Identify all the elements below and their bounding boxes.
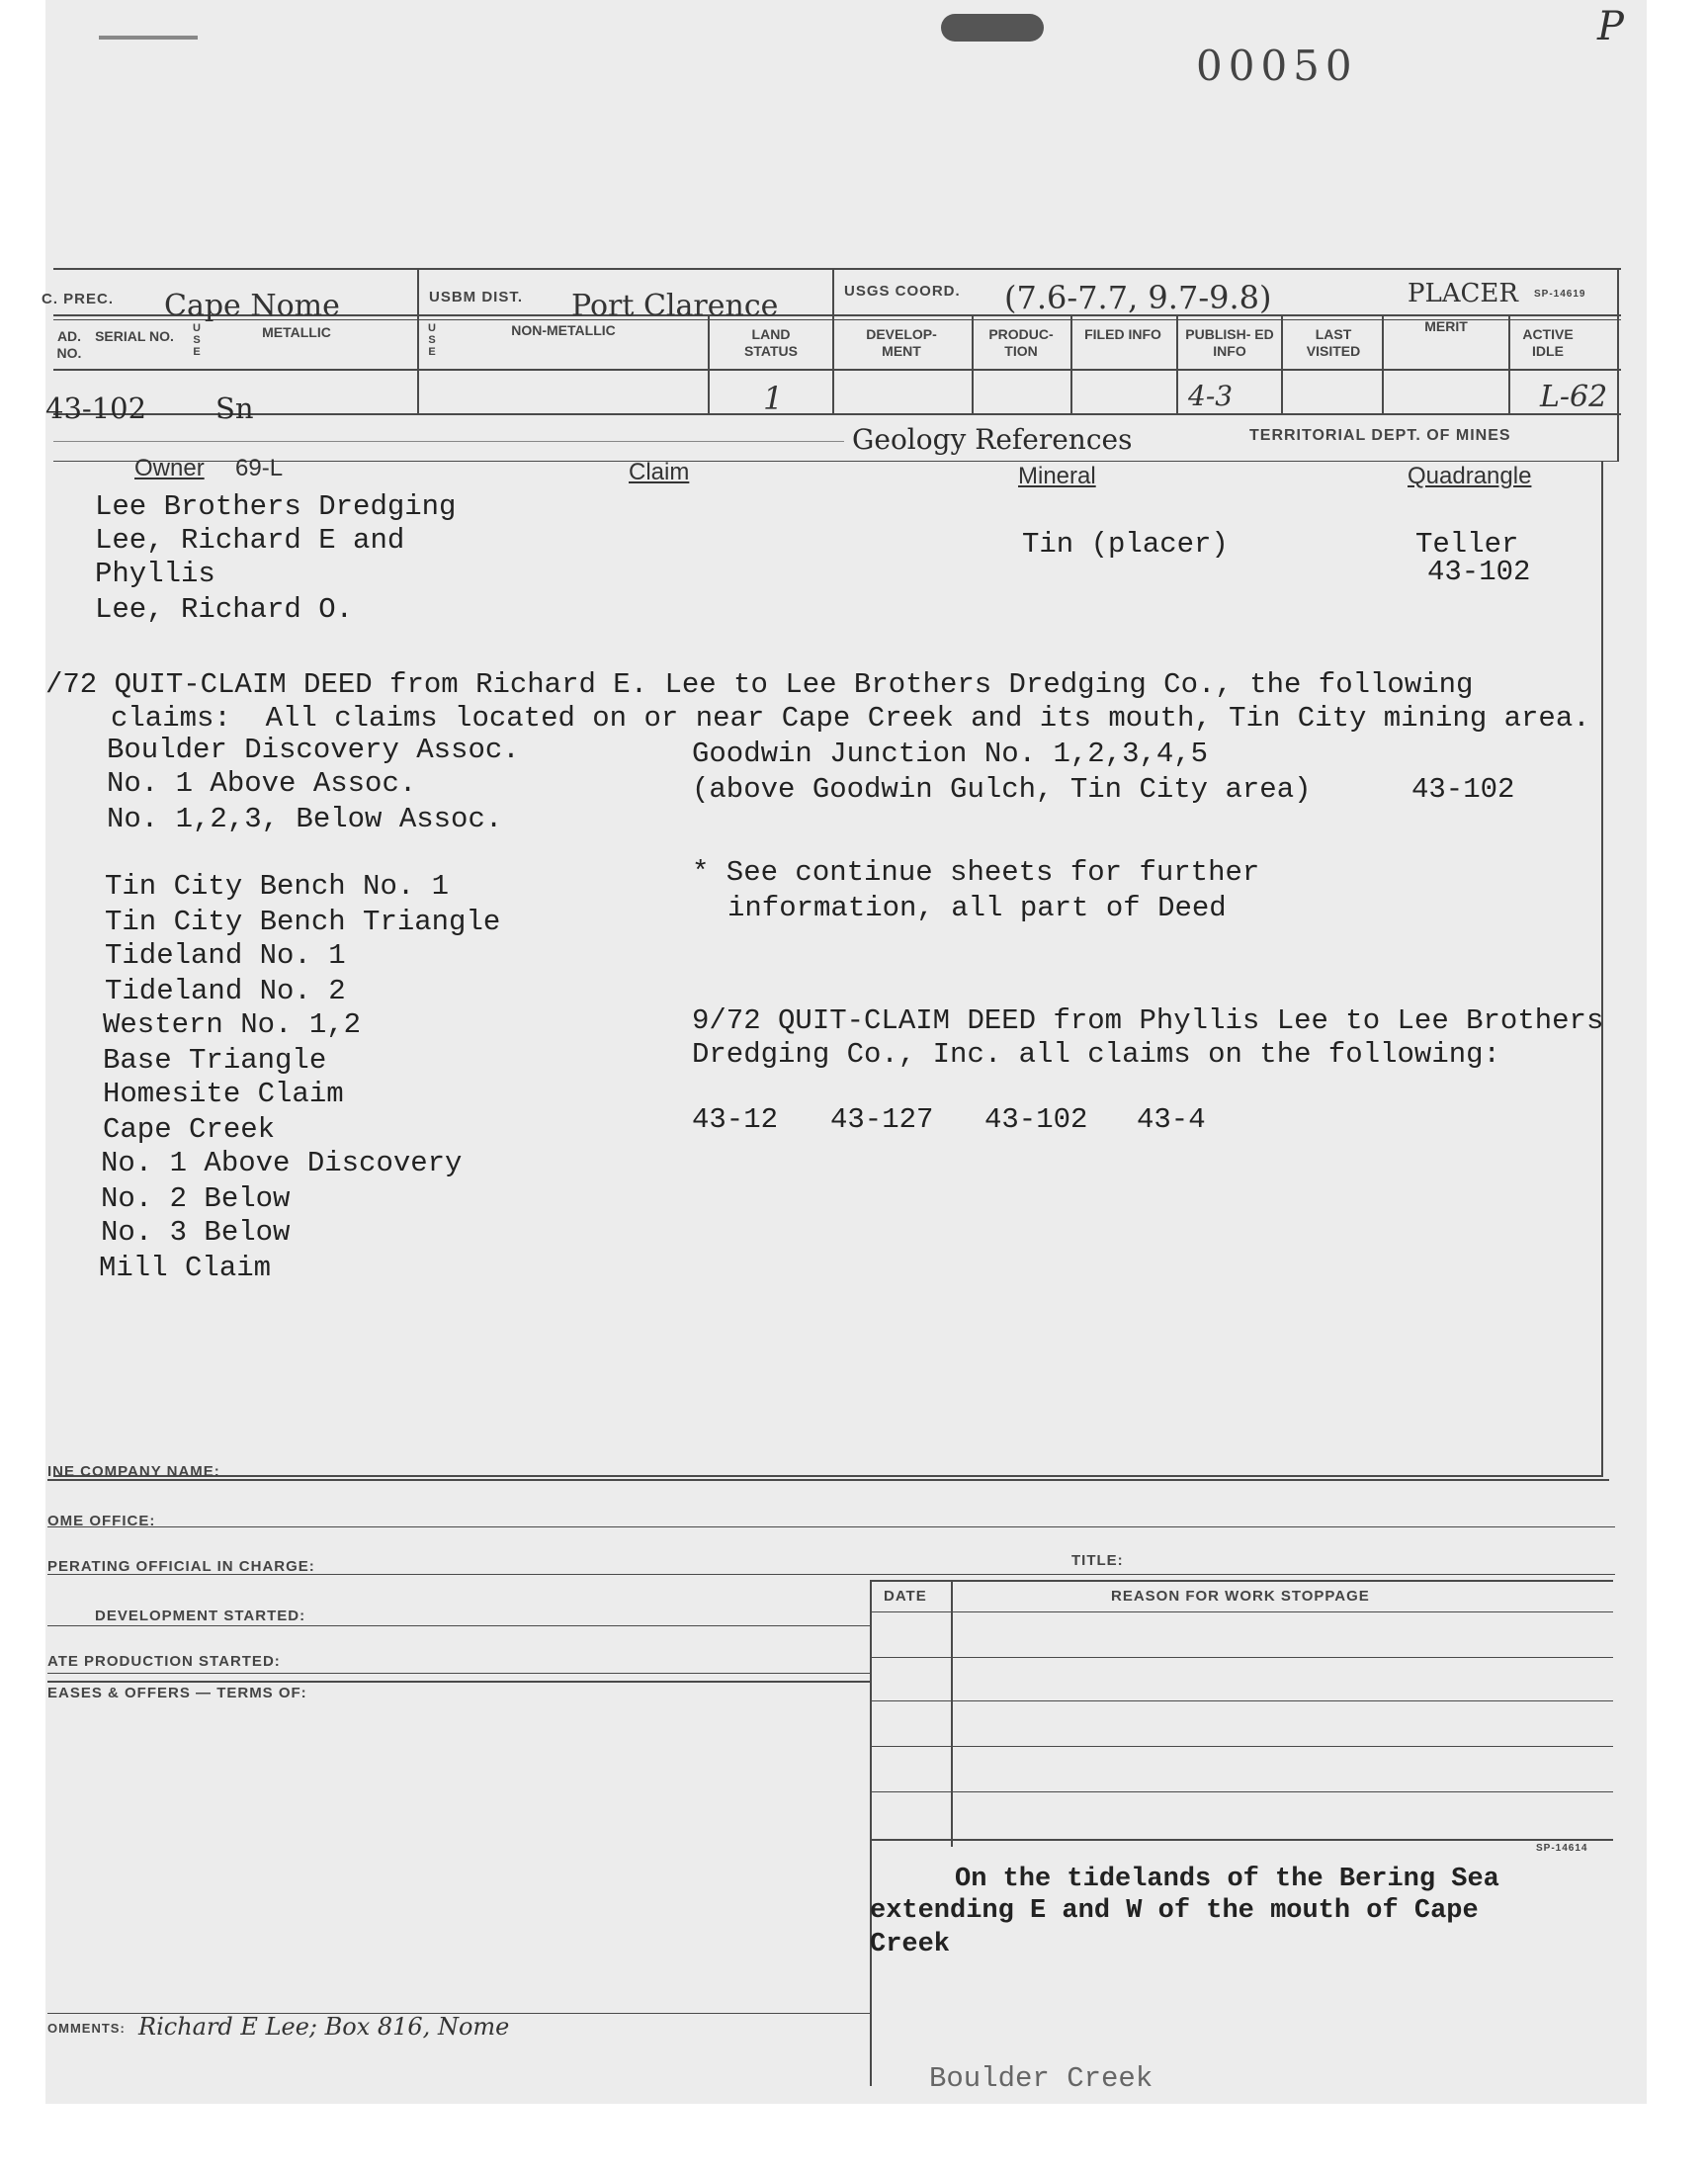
col-production: PRODUC- TION bbox=[988, 326, 1054, 359]
scan-smudge bbox=[941, 14, 1044, 42]
form-code-2: SP-14614 bbox=[1536, 1843, 1588, 1854]
operating-official-label: PERATING OFFICIAL IN CHARGE: bbox=[47, 1558, 315, 1575]
mineral-heading: Mineral bbox=[1018, 463, 1096, 489]
quadrangle-name: Teller bbox=[1415, 528, 1519, 561]
geology-references-title: Geology References bbox=[852, 423, 1133, 456]
production-started-label: ATE PRODUCTION STARTED: bbox=[47, 1653, 281, 1670]
document-number: 00050 bbox=[1196, 42, 1358, 90]
claim-item: Homesite Claim bbox=[103, 1078, 344, 1110]
prec-label: C. PREC. bbox=[42, 291, 115, 307]
comments-value: Richard E Lee; Box 816, Nome bbox=[138, 2013, 510, 2041]
col-merit: MERIT bbox=[1424, 318, 1468, 334]
corner-mark: P bbox=[1597, 4, 1624, 49]
comments-label: OMMENTS: bbox=[47, 2021, 126, 2036]
claim-item: Mill Claim bbox=[99, 1252, 272, 1284]
col-land-status: LAND STATUS bbox=[744, 326, 798, 359]
owner-heading: Owner bbox=[134, 455, 205, 481]
mineral-value: Tin (placer) bbox=[1022, 528, 1229, 561]
col-published-info: PUBLISH- ED INFO bbox=[1185, 326, 1274, 359]
usgs-value: (7.6-7.7, 9.7-9.8) bbox=[1004, 279, 1272, 316]
usbm-label: USBM DIST. bbox=[429, 289, 524, 305]
type-value: PLACER bbox=[1408, 279, 1518, 308]
company-name-label: INE COMPANY NAME: bbox=[47, 1463, 220, 1480]
col-metallic: METALLIC bbox=[262, 324, 331, 340]
owner-line: Lee, Richard E and bbox=[95, 524, 405, 557]
row-published-info: 4-3 bbox=[1188, 380, 1234, 412]
location-line3: Creek bbox=[870, 1930, 951, 1959]
claim-item: No. 1 Above Assoc. bbox=[107, 767, 417, 800]
owner-line: Phyllis bbox=[95, 558, 215, 590]
col-ad-no: AD. NO. bbox=[56, 328, 82, 361]
col-use-b: U S E bbox=[428, 322, 436, 358]
deed1-line2: claims: All claims located on or near Cape Creek and its mouth, Tin City mining area. bbox=[111, 702, 1590, 735]
location-line1: On the tidelands of the Bering Sea bbox=[955, 1865, 1499, 1894]
claim-item: Tideland No. 1 bbox=[105, 939, 346, 972]
territorial-label: TERRITORIAL DEPT. OF MINES bbox=[1249, 427, 1511, 444]
col-development: DEVELOP- MENT bbox=[866, 326, 937, 359]
form-code: SP-14619 bbox=[1534, 289, 1586, 300]
claim-heading: Claim bbox=[629, 459, 690, 485]
deed2-line2: Dredging Co., Inc. all claims on the following: bbox=[692, 1038, 1500, 1071]
development-started-label: DEVELOPMENT STARTED: bbox=[95, 1608, 306, 1624]
reason-header: REASON FOR WORK STOPPAGE bbox=[1111, 1588, 1370, 1605]
deed1-line1: /72 QUIT-CLAIM DEED from Richard E. Lee to Lee Brothers Dredging Co., the following bbox=[45, 668, 1474, 701]
claim-item: No. 1,2,3, Below Assoc. bbox=[107, 803, 503, 835]
quadrangle-heading: Quadrangle bbox=[1408, 463, 1532, 489]
claim-item: Western No. 1,2 bbox=[103, 1008, 362, 1041]
row-land-status: 1 bbox=[763, 380, 784, 417]
deed2-ref: 43-12 bbox=[692, 1103, 779, 1136]
goodwin-ref: 43-102 bbox=[1411, 773, 1515, 806]
goodwin-line1: Goodwin Junction No. 1,2,3,4,5 bbox=[692, 738, 1209, 770]
usbm-value: Port Clarence bbox=[571, 289, 779, 323]
claim-item: Boulder Discovery Assoc. bbox=[107, 734, 520, 766]
col-serial-no: SERIAL NO. bbox=[95, 328, 174, 344]
note-line1: * See continue sheets for further bbox=[692, 856, 1260, 889]
claim-item: No. 2 Below bbox=[101, 1182, 291, 1215]
row-active-idle: L-62 bbox=[1540, 380, 1608, 414]
owner-line: Lee Brothers Dredging bbox=[95, 490, 457, 523]
row-serial: 43-102 bbox=[45, 392, 147, 425]
claim-item: Cape Creek bbox=[103, 1113, 276, 1146]
note-line2: information, all part of Deed bbox=[727, 892, 1227, 924]
claim-item: Tin City Bench No. 1 bbox=[105, 870, 450, 903]
owner-code: 69-L bbox=[235, 455, 284, 481]
col-last-visited: LAST VISITED bbox=[1306, 326, 1361, 359]
col-filed-info: FILED INFO bbox=[1084, 326, 1161, 342]
home-office-label: OME OFFICE: bbox=[47, 1513, 156, 1529]
prec-value: Cape Nome bbox=[164, 289, 340, 323]
claim-item: Tideland No. 2 bbox=[105, 975, 346, 1007]
leases-label: EASES & OFFERS — TERMS OF: bbox=[47, 1685, 307, 1701]
date-header: DATE bbox=[884, 1588, 927, 1605]
deed2-line1: 9/72 QUIT-CLAIM DEED from Phyllis Lee to Lee Brothers bbox=[692, 1004, 1604, 1037]
claim-item: No. 3 Below bbox=[101, 1216, 291, 1249]
row-metallic: Sn bbox=[215, 392, 254, 425]
pencil-mark bbox=[99, 36, 198, 40]
deed2-ref: 43-127 bbox=[830, 1103, 934, 1136]
deed2-ref: 43-102 bbox=[984, 1103, 1088, 1136]
usgs-label: USGS COORD. bbox=[844, 283, 961, 300]
col-use-a: U S E bbox=[193, 322, 201, 358]
col-active-idle: ACTIVE IDLE bbox=[1522, 326, 1574, 359]
title-label: TITLE: bbox=[1071, 1552, 1124, 1569]
claim-item: Base Triangle bbox=[103, 1044, 327, 1077]
owner-line: Lee, Richard O. bbox=[95, 593, 354, 626]
quadrangle-ref: 43-102 bbox=[1427, 556, 1531, 588]
location-line2: extending E and W of the mouth of Cape bbox=[870, 1896, 1479, 1926]
col-non-metallic: NON-METALLIC bbox=[511, 322, 616, 338]
bottom-text: Boulder Creek bbox=[929, 2062, 1153, 2095]
claim-item: No. 1 Above Discovery bbox=[101, 1147, 463, 1179]
deed2-ref: 43-4 bbox=[1137, 1103, 1206, 1136]
claim-item: Tin City Bench Triangle bbox=[105, 906, 501, 938]
goodwin-line2: (above Goodwin Gulch, Tin City area) bbox=[692, 773, 1312, 806]
